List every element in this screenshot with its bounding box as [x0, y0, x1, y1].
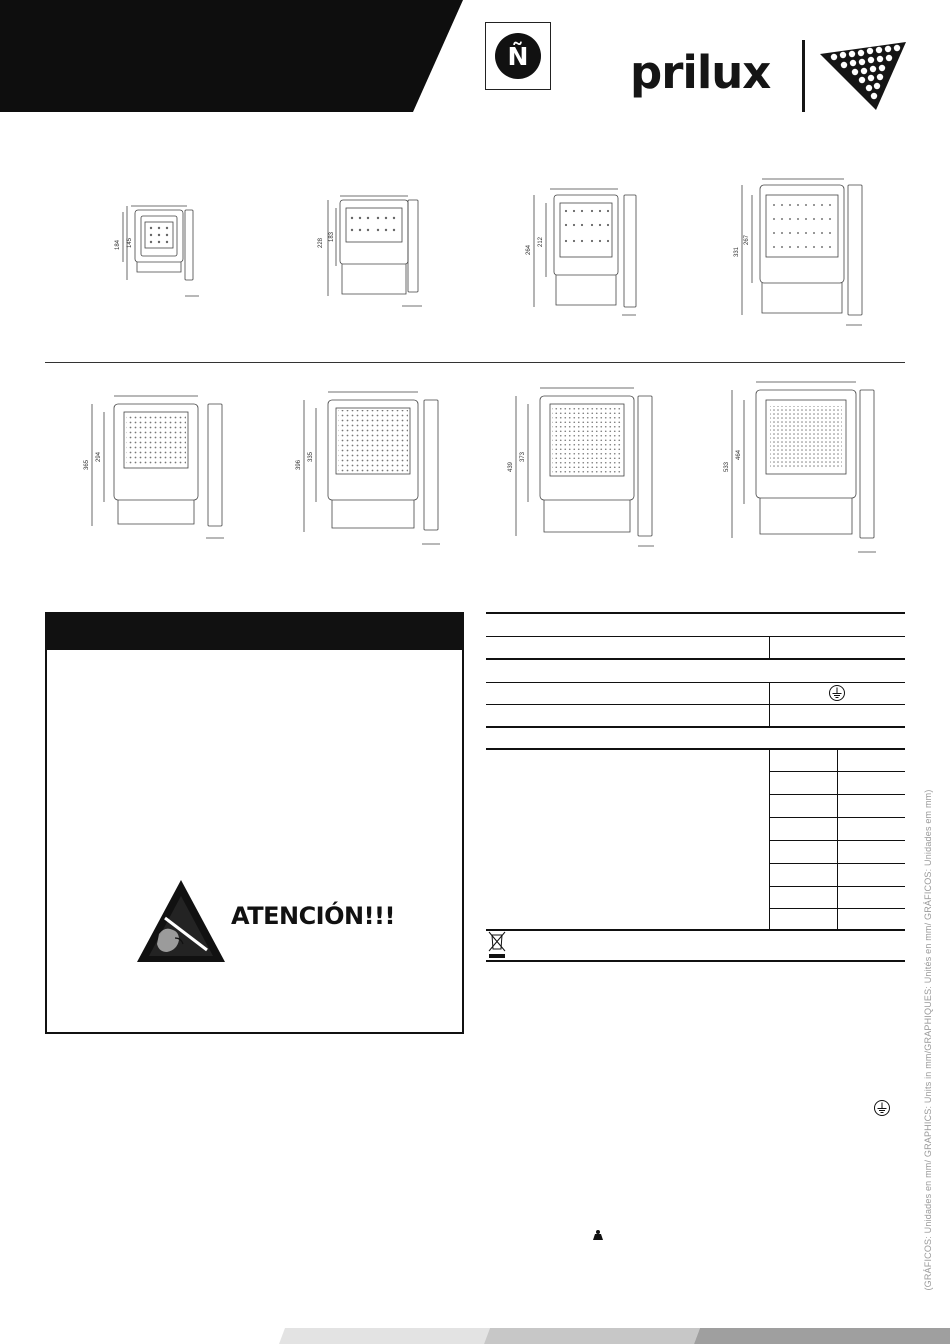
- esd-warning-icon: [135, 878, 227, 964]
- dim-height-inner-5: 294: [96, 451, 102, 462]
- dim-height-inner-8: 464: [736, 449, 742, 460]
- warning-title: ATENCIÓN!!!: [231, 902, 395, 930]
- dim-height-inner-2: 183: [329, 231, 335, 242]
- floodlight-drawing-7: [500, 384, 670, 556]
- table-column-rule: [769, 682, 770, 726]
- dim-height-inner-7: 373: [520, 451, 526, 462]
- language-badge: [485, 22, 551, 90]
- table-rule: [486, 748, 905, 750]
- table-rule: [486, 636, 905, 637]
- units-note-text: (GRÁFICOS: Unidades en mm/ GRAPHICS: Units in mm/GRAPHIQUES: Unités en mm/ GRÁFICOS: Unidades em mm): [923, 789, 933, 1291]
- dim-height-outer-2: 228: [318, 237, 324, 248]
- dim-height-outer-4: 331: [734, 246, 740, 257]
- weee-crossed-bin-icon: [488, 931, 506, 959]
- earth-ground-icon: [873, 1099, 891, 1117]
- table-rule: [486, 682, 905, 683]
- dim-height-outer-3: 264: [526, 244, 532, 255]
- floodlight-drawing-3: [520, 185, 650, 325]
- table-rule: [769, 863, 905, 864]
- table-rule: [486, 704, 905, 705]
- table-rule: [486, 726, 905, 728]
- table-rule: [769, 794, 905, 795]
- warning-box-header: [47, 614, 462, 650]
- table-rule: [769, 771, 905, 772]
- dim-height-inner-1: 145: [127, 237, 133, 248]
- units-note: [918, 770, 938, 1310]
- floodlight-drawing-4: [728, 175, 878, 335]
- dim-height-outer-1: 184: [115, 239, 121, 250]
- brand-logo: [630, 40, 910, 115]
- row-divider: [45, 362, 905, 363]
- floodlight-drawing-1: [105, 202, 205, 304]
- brand-name: prilux: [630, 46, 771, 99]
- warning-box: [45, 612, 464, 1034]
- dim-height-outer-7: 439: [508, 461, 514, 472]
- table-rule: [769, 817, 905, 818]
- brand-triangle-icon: [818, 40, 908, 112]
- table-rule: [486, 658, 905, 660]
- dim-height-inner-3: 212: [538, 236, 544, 247]
- dim-height-inner-6: 335: [308, 451, 314, 462]
- table-rule: [486, 929, 905, 931]
- table-rule: [769, 908, 905, 909]
- table-rule: [486, 960, 905, 962]
- floodlight-drawing-5: [78, 390, 238, 550]
- table-rule: [769, 886, 905, 887]
- table-column-rule: [837, 748, 838, 929]
- earth-ground-icon: [828, 684, 846, 702]
- table-rule: [769, 840, 905, 841]
- floodlight-drawing-2: [310, 194, 430, 316]
- brand-divider: [802, 40, 805, 112]
- table-column-rule: [769, 636, 770, 658]
- dim-height-inner-4: 267: [744, 234, 750, 245]
- floodlight-drawing-8: [712, 376, 892, 560]
- dim-height-outer-5: 365: [84, 459, 90, 470]
- language-badge-label: Ñ: [495, 33, 541, 79]
- dim-height-outer-8: 533: [724, 461, 730, 472]
- table-column-rule: [769, 748, 770, 929]
- spec-table: [486, 612, 905, 964]
- weight-icon: [591, 1229, 605, 1241]
- table-rule: [486, 612, 905, 614]
- dim-height-outer-6: 396: [296, 459, 302, 470]
- footer-bar: [0, 1328, 950, 1344]
- floodlight-drawing-6: [290, 388, 460, 553]
